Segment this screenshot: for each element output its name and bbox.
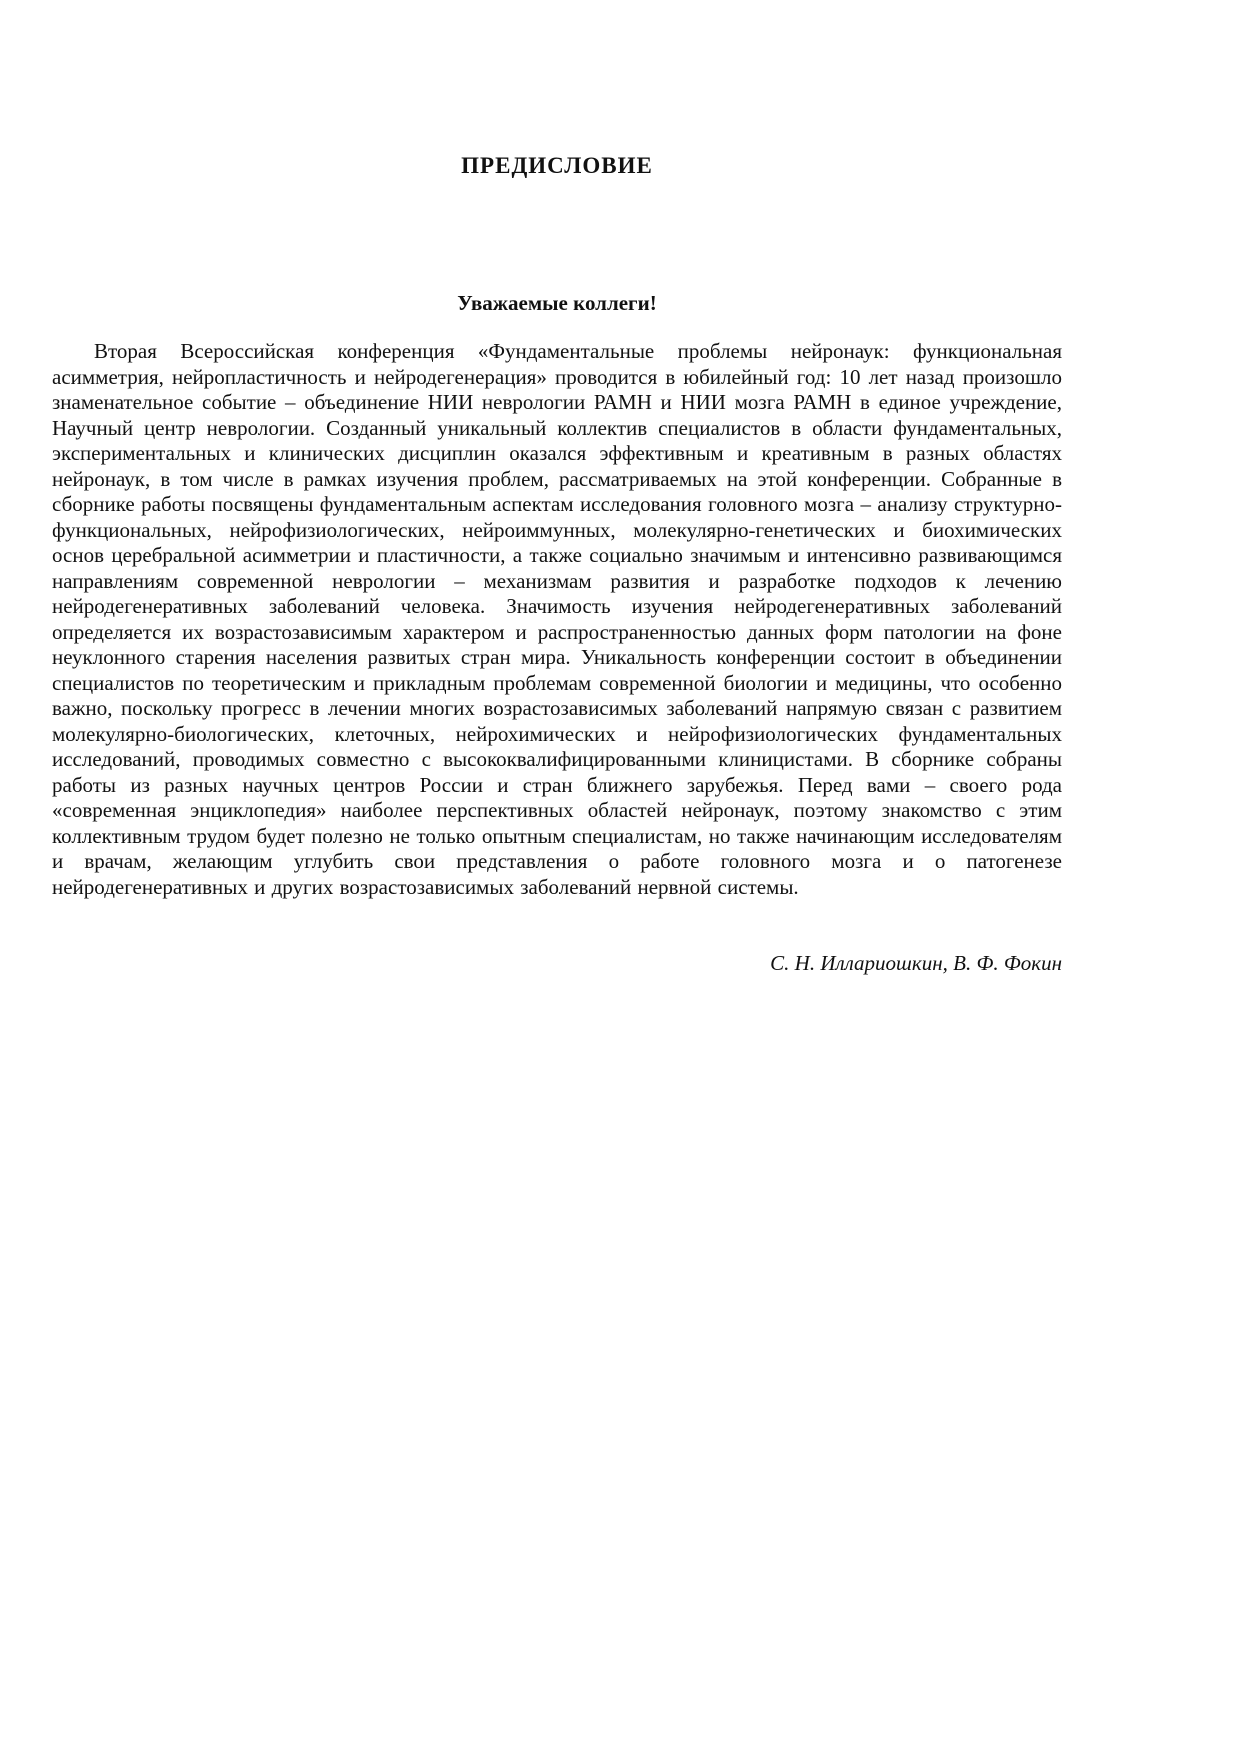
text-block <box>52 0 1062 976</box>
preface-paragraph: Вторая Всероссийская конференция «Фундаментальные проблемы нейронаук: функциональная асимметрия, нейропластичность и нейродегенерация» проводится в юбилейный год: 10 лет назад произошло знаменательное событие – объединение НИИ неврологии РАМН и НИИ мозга РАМН в единое учреждение, Научный центр неврологии. Созданный уникальный коллектив специалистов в области фундаментальных, экспериментальных и клинических дисциплин оказался эффективным и креативным в разных областях нейронаук, в том числе в рамках изучения проблем, рассматриваемых на этой конференции. Собранные в сборнике работы посвящены фундаментальным аспектам исследования головного мозга – анализу структурно-функциональных, нейрофизиологических, нейроиммунных, молекулярно-генетических и биохимических основ церебральной асимметрии и пластичности, а также социально значимым и интенсивно развивающимся направлениям современной неврологии – механизмам развития и разработке подходов к лечению нейродегенеративных заболеваний человека. Значимость изучения нейродегенеративных заболеваний определяется их возрастозависимым характером и распространенностью данных форм патологии на фоне неуклонного старения населения развитых стран мира. Уникальность конференции состоит в объединении специалистов по теоретическим и прикладным проблемам современной биологии и медицины, что особенно важно, поскольку прогресс в лечении многих возрастозависимых заболеваний напрямую связан с развитием молекулярно-биологических, клеточных, нейрохимических и нейрофизиологических фундаментальных исследований, проводимых совместно с высококвалифицированными клиницистами. В сборнике собраны работы из разных научных центров России и стран ближнего зарубежья. Перед вами – своего рода «современная энциклопедия» наиболее перспективных областей нейронаук, поэтому знакомство с этим коллективным трудом будет полезно не только опытным специалистам, но также начинающим исследователям и врачам, желающим углубить свои представления о работе головного мозга и о патогенезе нейродегенеративных и других возрастозависимых заболеваний нервной системы. <box>52 339 1062 899</box>
salutation-heading: Уважаемые коллеги! <box>457 291 657 315</box>
page-title: ПРЕДИСЛОВИЕ <box>461 153 653 178</box>
authors-signature: С. Н. Иллариошкин, В. Ф. Фокин <box>770 951 1062 975</box>
